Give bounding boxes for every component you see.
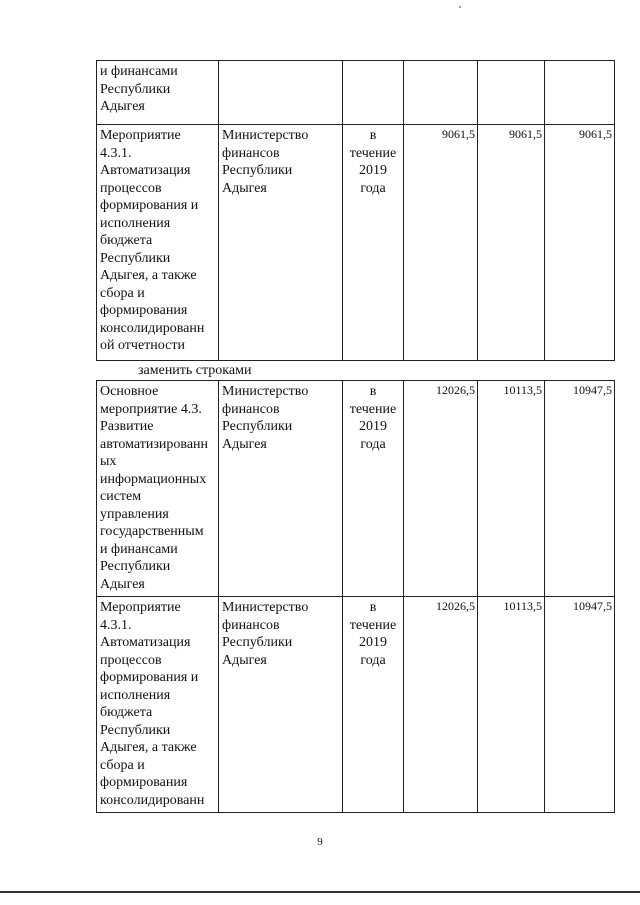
table-row	[97, 125, 615, 361]
amount-cell-1: 9061,5	[404, 125, 478, 361]
term-cell: в течение 2019 года	[343, 125, 404, 361]
table-row	[97, 597, 615, 813]
measure-name-cell: и финансами Республики Адыгея	[97, 61, 219, 125]
measure-name-cell: Основное мероприятие 4.3. Развитие автоматизированн ых информационных систем управления государственным и финансами Республики Адыгея	[97, 381, 219, 597]
term-cell: в течение 2019 года	[343, 597, 404, 813]
amount-cell-2: 9061,5	[478, 125, 545, 361]
scan-speck	[459, 6, 461, 8]
responsible-org-cell: Министерство финансов Республики Адыгея	[219, 597, 343, 813]
budget-table-new	[96, 380, 615, 813]
amount-cell-1	[404, 61, 478, 125]
responsible-org-cell: Министерство финансов Республики Адыгея	[219, 381, 343, 597]
amount-cell-3	[545, 61, 615, 125]
amount-cell-2: 10113,5	[478, 597, 545, 813]
measure-name-cell: Мероприятие 4.3.1. Автоматизация процессов формирования и исполнения бюджета Республики Адыгея, а также сбора и формирования консолидированн	[97, 597, 219, 813]
amount-cell-2	[478, 61, 545, 125]
amount-cell-3: 9061,5	[545, 125, 615, 361]
bottom-rule	[0, 891, 640, 893]
amount-cell-1: 12026,5	[404, 381, 478, 597]
budget-table-old	[96, 60, 615, 361]
term-cell: в течение 2019 года	[343, 381, 404, 597]
responsible-org-cell: Министерство финансов Республики Адыгея	[219, 125, 343, 361]
table-row	[97, 61, 615, 125]
measure-name-cell: Мероприятие 4.3.1. Автоматизация процессов формирования и исполнения бюджета Республики Адыгея, а также сбора и формирования консолидированн ой отчетности	[97, 125, 219, 361]
responsible-org-cell	[219, 61, 343, 125]
page-number: 9	[317, 836, 323, 848]
amount-cell-3: 10947,5	[545, 597, 615, 813]
term-cell	[343, 61, 404, 125]
amount-cell-2: 10113,5	[478, 381, 545, 597]
amount-cell-3: 10947,5	[545, 381, 615, 597]
replace-instruction: заменить строками	[138, 363, 252, 378]
table-row	[97, 381, 615, 597]
amount-cell-1: 12026,5	[404, 597, 478, 813]
